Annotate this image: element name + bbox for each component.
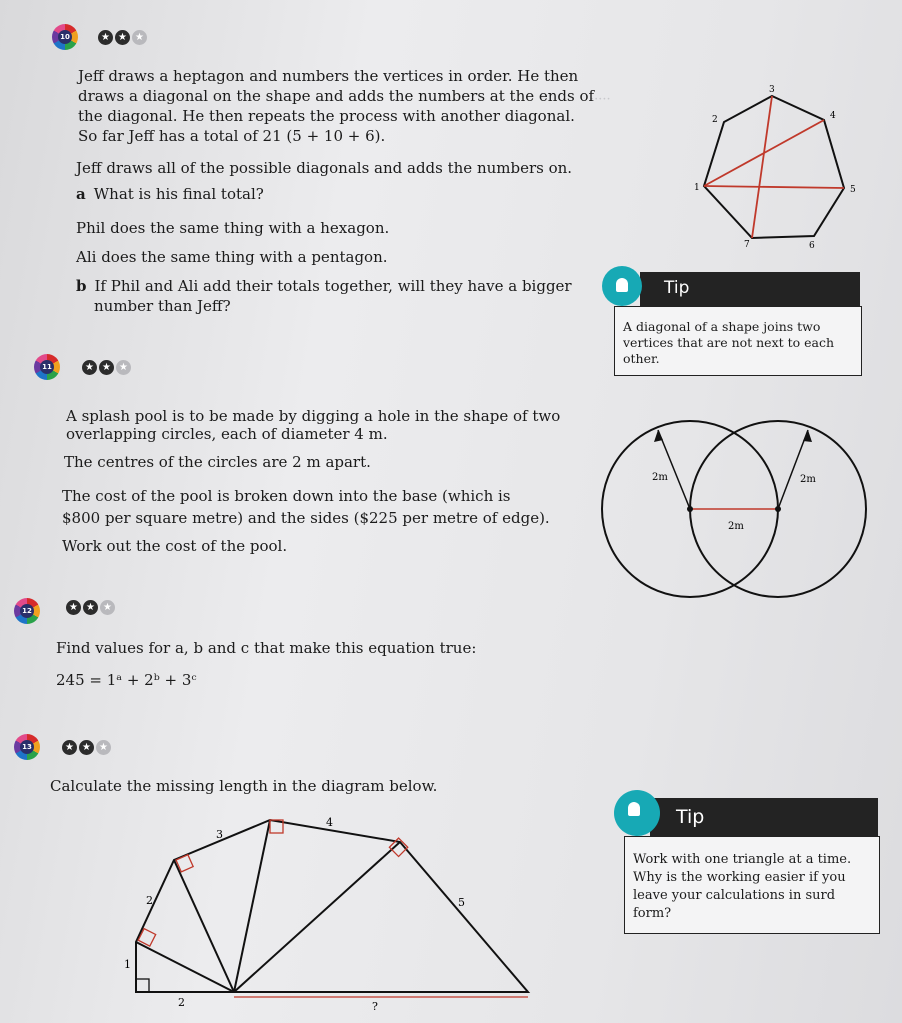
q11-cost-1: The cost of the pool is broken down into the base (which is <box>62 487 511 505</box>
question-number: 11 <box>40 360 54 374</box>
triangles-diagram <box>120 812 540 1012</box>
radius-label-left: 2m <box>652 472 668 483</box>
tip-1-header <box>640 272 860 306</box>
vertex-label-5: 5 <box>850 185 856 195</box>
part-b-label: b <box>76 277 87 295</box>
side-label-1: 1 <box>124 958 131 971</box>
question-number: 10 <box>58 30 72 44</box>
tip-2-header <box>650 798 878 836</box>
vertex-label-1: 1 <box>694 183 700 193</box>
question-number: 13 <box>20 740 34 754</box>
q11-cost-2: $800 per square metre) and the sides ($225 per metre of edge). <box>62 509 550 527</box>
q10-line-4: So far Jeff has a total of 21 (5 + 10 + 6). <box>78 127 386 145</box>
side-label-5: 5 <box>458 896 465 909</box>
part-a-label: a <box>76 185 86 203</box>
question-11-icon <box>34 354 60 380</box>
side-label-2-bottom: 2 <box>178 996 185 1009</box>
q10-part-a <box>76 184 264 204</box>
part-a-text: What is his final total? <box>93 185 264 203</box>
difficulty-stars-icon: ★ ★ ★ <box>98 30 147 45</box>
tip-2-text: Work with one triangle at a time. Why is the working easier if you leave your calculations in surd form? <box>633 852 852 921</box>
tip-1-text: A diagonal of a shape joins two vertices that are not next to each other. <box>623 319 835 366</box>
tip-1-heading: Tip <box>664 278 690 298</box>
part-b-text: If Phil and Ali add their totals together, will they have a bigger <box>94 277 572 295</box>
vertex-label-3: 3 <box>769 85 775 95</box>
tip-box-2 <box>624 836 880 934</box>
tip-2-heading: Tip <box>676 806 705 828</box>
q13-text: Calculate the missing length in the diagram below. <box>50 777 438 795</box>
q10-part-b <box>76 276 572 296</box>
missing-length-label: ? <box>372 1000 378 1012</box>
difficulty-stars-icon: ★ ★ ★ <box>66 600 115 615</box>
q10-line-2: draws a diagonal on the shape and adds the numbers at the ends of <box>78 87 595 105</box>
vertex-label-4: 4 <box>830 111 836 121</box>
q10-phil: Phil does the same thing with a hexagon. <box>76 219 390 237</box>
side-label-4: 4 <box>326 816 333 829</box>
q11-line-2: overlapping circles, each of diameter 4 m. <box>66 425 388 443</box>
difficulty-stars-icon: ★ ★ ★ <box>82 360 131 375</box>
vertex-label-7: 7 <box>744 240 750 250</box>
tip-box-1 <box>614 306 862 376</box>
lightbulb-icon <box>614 790 660 836</box>
question-number: 12 <box>20 604 34 618</box>
heptagon-diagram <box>690 82 870 252</box>
q12-text: Find values for a, b and c that make this equation true: <box>56 639 477 657</box>
lightbulb-icon <box>602 266 642 306</box>
vertex-label-6: 6 <box>809 241 815 251</box>
side-label-2-left: 2 <box>146 894 153 907</box>
question-13-icon <box>14 734 40 760</box>
radius-label-right: 2m <box>800 474 816 485</box>
q12-equation: 245 = 1ᵃ + 2ᵇ + 3ᶜ <box>56 671 197 689</box>
q10-line-3: the diagonal. He then repeats the process with another diagonal. <box>78 107 575 125</box>
side-label-3: 3 <box>216 828 223 841</box>
q11-task: Work out the cost of the pool. <box>62 537 288 555</box>
q11-centres: The centres of the circles are 2 m apart. <box>64 453 371 471</box>
q10-all-diagonals: Jeff draws all of the possible diagonals and adds the numbers on. <box>76 159 573 177</box>
q11-line-1: A splash pool is to be made by digging a hole in the shape of two <box>66 407 561 425</box>
q10-ali: Ali does the same thing with a pentagon. <box>76 248 388 266</box>
centre-distance-label: 2m <box>728 521 744 532</box>
q10-line-1: Jeff draws a heptagon and numbers the vertices in order. He then <box>78 67 579 85</box>
q10-part-b-line-2: number than Jeff? <box>94 297 231 315</box>
difficulty-stars-icon: ★ ★ ★ <box>62 740 111 755</box>
show-through-text: ····· <box>590 92 611 107</box>
question-12-icon <box>14 598 40 624</box>
splash-pool-diagram <box>600 408 870 604</box>
vertex-label-2: 2 <box>712 115 718 125</box>
question-10-icon <box>52 24 78 50</box>
